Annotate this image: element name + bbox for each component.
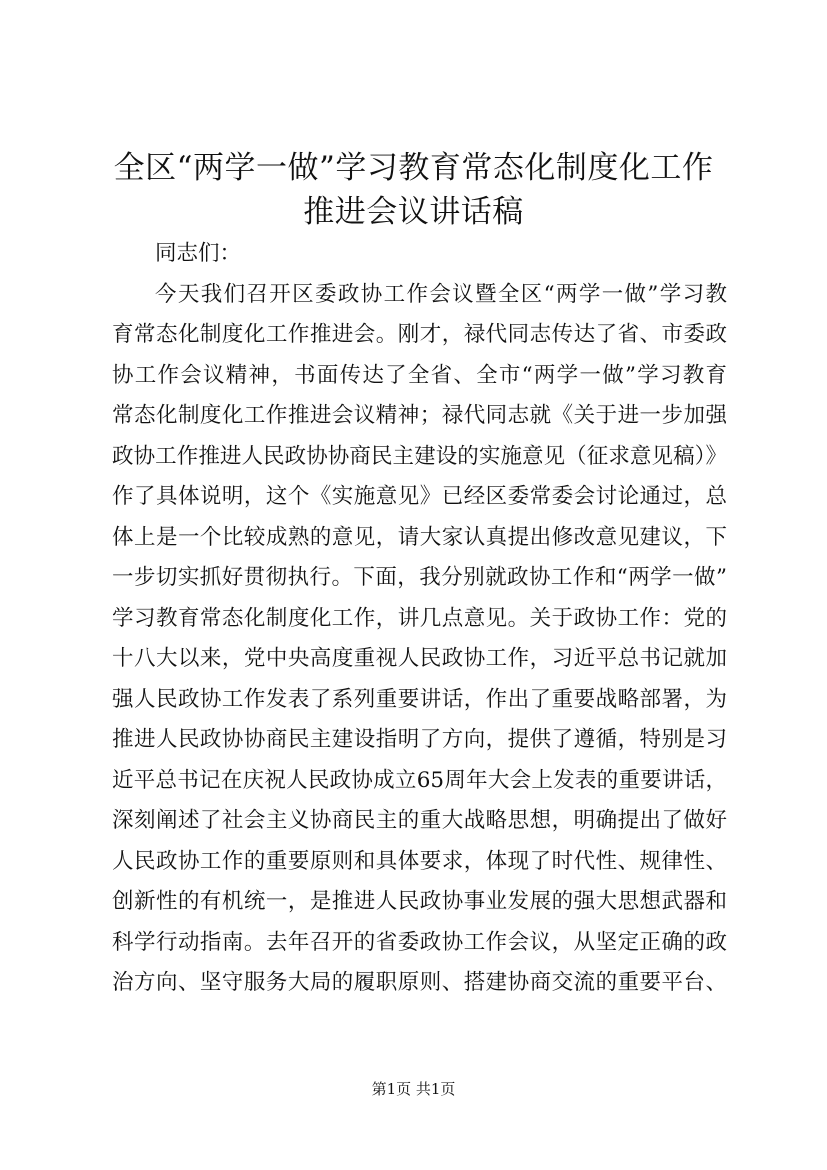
page-footer: 第1页 共1页: [371, 1080, 456, 1098]
body-line: 常态化制度化工作推进会议精神；禄代同志就《关于进一步加强: [112, 403, 727, 428]
document-title: [0, 146, 827, 234]
body-line: 强人民政协工作发表了系列重要讲话，作出了重要战略部署，为: [112, 686, 727, 712]
body-line: 一步切实抓好贯彻执行。下面，我分别就政协工作和“两学一做”: [112, 565, 727, 590]
body-line: 人民政协工作的重要原则和具体要求，体现了时代性、规律性、: [112, 848, 727, 874]
document-body: [112, 234, 727, 1004]
body-line: 科学行动指南。去年召开的省委政协工作会议，从坚定正确的政: [112, 929, 727, 955]
body-line: 学习教育常态化制度化工作，讲几点意见。关于政协工作：党的: [112, 605, 727, 631]
body-line: 作了具体说明，这个《实施意见》已经区委常委会讨论通过，总: [112, 484, 727, 509]
body-line: 近平总书记在庆祝人民政协成立65周年大会上发表的重要讲话，: [112, 767, 727, 793]
body-line: 今天我们召开区委政协工作会议暨全区“两学一做”学习教: [155, 281, 727, 307]
body-line: 深刻阐述了社会主义协商民主的重大战略思想，明确提出了做好: [112, 808, 727, 833]
title-line-2: 推进会议讲话稿: [303, 194, 524, 230]
body-line: 十八大以来，党中央高度重视人民政协工作，习近平总书记就加: [112, 646, 727, 671]
body-line: 政协工作推进人民政协协商民主建设的实施意见（征求意见稿）》: [112, 443, 727, 469]
body-line: 创新性的有机统一，是推进人民政协事业发展的强大思想武器和: [112, 889, 727, 914]
body-line: 体上是一个比较成熟的意见，请大家认真提出修改意见建议，下: [112, 524, 727, 550]
body-line: 育常态化制度化工作推进会。刚才，禄代同志传达了省、市委政: [112, 322, 727, 347]
body-line: 推进人民政协协商民主建设指明了方向，提供了遵循，特别是习: [112, 727, 727, 752]
body-line: 协工作会议精神，书面传达了全省、全市“两学一做”学习教育: [112, 362, 727, 388]
title-line-1: 全区“两学一做”学习教育常态化制度化工作: [113, 150, 714, 186]
body-line: 治方向、坚守服务大局的履职原则、搭建协商交流的重要平台、: [112, 970, 727, 995]
greeting: 同志们：: [155, 241, 242, 266]
